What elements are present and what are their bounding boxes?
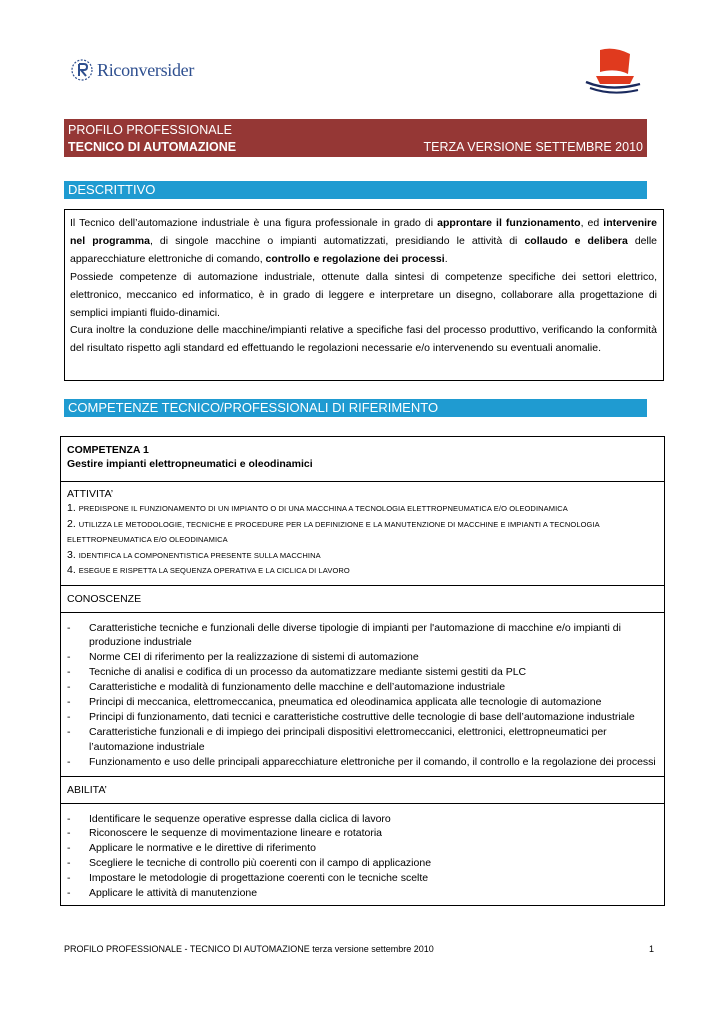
abilita-cell — [61, 803, 665, 905]
conoscenze-cell — [61, 612, 665, 776]
descrittivo-paragraph-1: Il Tecnico dell’automazione industriale è una figura professionale in grado di approntare il funzionamento, ed intervenire nel programma, di singole macchine o impianti automatizzati, presidiando le attività di collaudo e delibera delle apparecchiature elettroniche di comando, controllo e regolazione dei processi. — [70, 217, 657, 265]
attivita-item: 1. PREDISPONE IL FUNZIONAMENTO DI UN IMPIANTO O DI UNA MACCHINA A TECNOLOGIA ELETTROPNEUMATICA E/O OLEODINAMICA — [67, 502, 568, 514]
conoscenze-item: - Principi di funzionamento, dati tecnici e caratteristiche costruttive delle tecnologie di base dell’automazione industriale — [67, 710, 658, 725]
conoscenze-item: - Norme CEI di riferimento per la realizzazione di sistemi di automazione — [67, 650, 658, 665]
attivita-list — [67, 501, 658, 579]
conoscenze-item: - Tecniche di analisi e codifica di un processo da automatizzare mediante sistemi gestiti da PLC — [67, 665, 658, 680]
competenze-heading: COMPETENZE TECNICO/PROFESSIONALI DI RIFERIMENTO — [64, 399, 647, 417]
attivita-item: 3. IDENTIFICA LA COMPONENTISTICA PRESENTE SULLA MACCHINA — [67, 548, 321, 561]
attivita-cell — [61, 482, 665, 586]
profile-label: PROFILO PROFESSIONALE — [68, 123, 232, 137]
competenza-subtitle: Gestire impianti elettropneumatici e oleodinamici — [67, 458, 313, 470]
abilita-list — [67, 812, 658, 901]
competenza-header-cell — [61, 437, 665, 482]
conoscenze-label-cell: CONOSCENZE — [61, 585, 665, 612]
page-number: 1 — [648, 944, 654, 954]
attivita-item: 2. UTILIZZA LE METODOLOGIE, TECNICHE E PROCEDURE PER LA DEFINIZIONE E LA MANUTENZIONE DI MACCHINE E IMPIANTI A TECNOLOGIA ELETTROPNEUMATICA E/O OLEODINAMICA — [67, 517, 600, 544]
riconversider-logo — [70, 58, 194, 82]
descrittivo-paragraph-3: Cura inoltre la conduzione delle macchine/impianti relative a specifiche fasi del processo produttivo, verificando la conformità del risultato rispetto agli standard ed effettuando le regolazioni necessarie e/o intervenendo su eventuali anomalie. — [70, 324, 657, 355]
conoscenze-item: - Principi di meccanica, elettromeccanica, pneumatica ed oleodinamica applicata alle tecnologie di automazione — [67, 695, 658, 710]
competenza-title: COMPETENZA 1 — [67, 444, 149, 456]
descrittivo-box — [64, 209, 664, 381]
abilita-item: - Applicare le attività di manutenzione — [67, 886, 658, 901]
profile-header-bar — [64, 119, 647, 157]
attivita-label: ATTIVITA’ — [67, 488, 114, 500]
conoscenze-list — [67, 621, 658, 770]
abilita-item: - Applicare le normative e le direttive di riferimento — [67, 841, 658, 856]
abilita-label-cell: ABILITA’ — [61, 776, 665, 803]
abilita-item: - Identificare le sequenze operative espresse dalla ciclica di lavoro — [67, 812, 658, 827]
profile-title: TECNICO DI AUTOMAZIONE — [68, 140, 237, 154]
attivita-item: 4. ESEGUE E RISPETTA LA SEQUENZA OPERATIVA E LA CICLICA DI LAVORO — [67, 564, 350, 576]
footer-text: PROFILO PROFESSIONALE - TECNICO DI AUTOMAZIONE terza versione settembre 2010 — [64, 944, 434, 954]
descrittivo-heading: DESCRITTIVO — [64, 181, 647, 199]
riconversider-emblem-icon — [70, 58, 94, 82]
conoscenze-item: - Caratteristiche e modalità di funzionamento delle macchine e dell’automazione industriale — [67, 680, 658, 695]
abilita-item: - Riconoscere le sequenze di movimentazione lineare e rotatoria — [67, 826, 658, 841]
page-footer — [64, 944, 654, 954]
conoscenze-item: - Caratteristiche tecniche e funzionali delle diverse tipologie di impianti per l'automazione di macchine e/o impianti di produzione industriale — [67, 621, 658, 651]
competenza-table — [60, 436, 665, 906]
sail-boat-logo-icon — [582, 44, 642, 100]
profile-version: TERZA VERSIONE SETTEMBRE 2010 — [423, 140, 643, 154]
conoscenze-item: - Caratteristiche funzionali e di impiego dei principali dispositivi elettromeccanici, elettronici, elettropneumatici per l’automazione industriale — [67, 725, 658, 755]
abilita-item: - Scegliere le tecniche di controllo più coerenti con il campo di applicazione — [67, 856, 658, 871]
conoscenze-item: - Funzionamento e uso delle principali apparecchiature elettroniche per il comando, il controllo e la regolazione dei processi — [67, 755, 658, 770]
abilita-item: - Impostare le metodologie di progettazione coerenti con le tecniche scelte — [67, 871, 658, 886]
logo-wordmark: Riconversider — [97, 59, 195, 80]
descrittivo-paragraph-2: Possiede competenze di automazione industriale, ottenute dalla sintesi di competenze specifiche dei settori elettrico, elettronico, meccanico ed informatico, è in grado di leggere e interpretare un disegno, collaborare alla progettazione di semplici impianti fluido-dinamici. — [70, 270, 657, 319]
